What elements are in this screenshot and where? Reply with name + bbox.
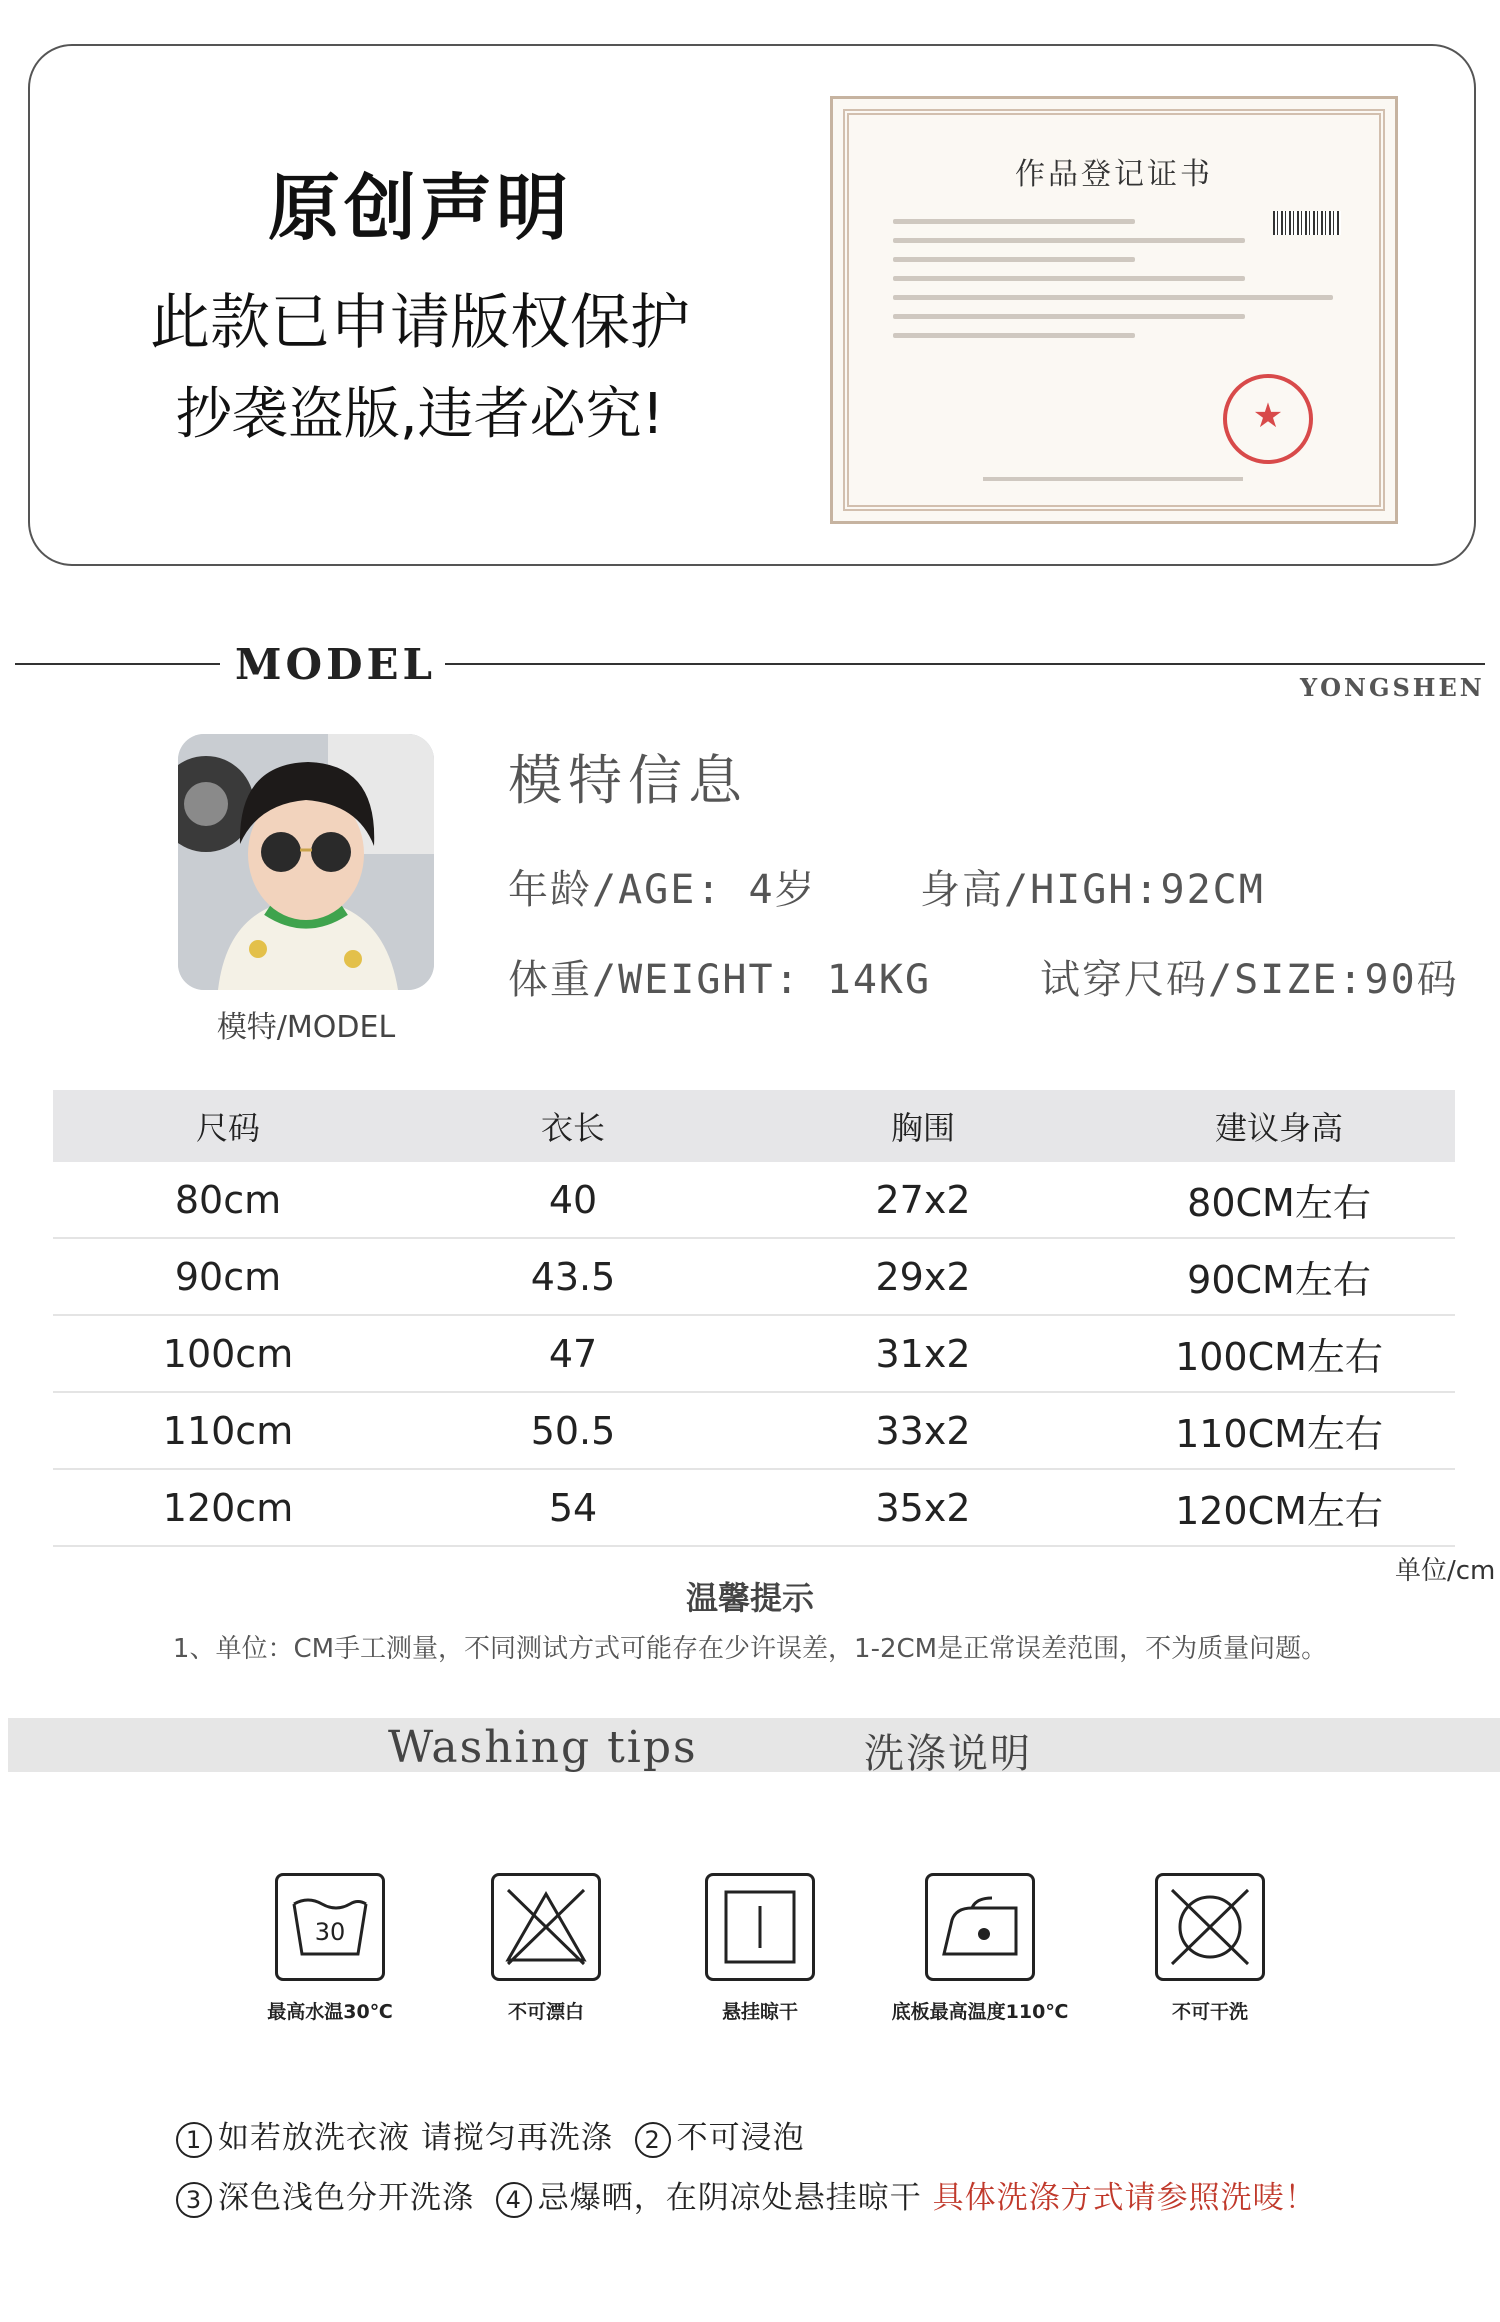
unit-label: 单位/cm bbox=[1395, 1556, 1496, 1586]
copyright-title: 原创声明 bbox=[267, 166, 572, 250]
table-cell: 110CM左右 bbox=[1103, 1392, 1455, 1469]
note-highlight: 具体洗涤方式请参照洗唛！ bbox=[932, 2180, 1317, 2216]
table-cell: 80CM左右 bbox=[1103, 1162, 1455, 1238]
table-cell: 120cm bbox=[53, 1469, 403, 1546]
table-row bbox=[53, 1162, 1455, 1238]
iron-110-label: 底板最高温度110℃ bbox=[891, 2001, 1069, 2023]
table-cell: 80cm bbox=[53, 1162, 403, 1238]
copyright-line-2: 抄袭盗版,违者必究! bbox=[175, 382, 665, 447]
washing-notes-line-1 bbox=[176, 2112, 805, 2158]
no-dry-clean-icon bbox=[1155, 1873, 1265, 1981]
note-text: 忌爆晒，在阴凉处悬挂晾干 bbox=[537, 2180, 922, 2216]
model-size: 试穿尺码/SIZE:90码 bbox=[1040, 957, 1459, 1003]
table-cell: 27x2 bbox=[743, 1162, 1103, 1238]
tips-title: 温馨提示 bbox=[685, 1579, 814, 1617]
washing-notes-line-2 bbox=[176, 2172, 1317, 2218]
washing-header-bar bbox=[8, 1718, 1500, 1772]
table-cell: 31x2 bbox=[743, 1315, 1103, 1392]
table-cell: 29x2 bbox=[743, 1238, 1103, 1315]
model-height: 身高/HIGH:92CM bbox=[920, 867, 1265, 913]
model-photo-caption: 模特/MODEL bbox=[216, 1010, 396, 1045]
header-size: 尺码 bbox=[53, 1090, 403, 1162]
table-header-row bbox=[53, 1090, 1455, 1162]
wash-30-icon bbox=[275, 1873, 385, 1981]
table-cell: 35x2 bbox=[743, 1469, 1103, 1546]
model-age: 年龄/AGE: 4岁 bbox=[508, 867, 817, 913]
wash-30-label: 最高水温30℃ bbox=[267, 2001, 393, 2023]
table-row bbox=[53, 1469, 1455, 1546]
note-text: 如若放洗衣液 请搅匀再洗涤 bbox=[218, 2120, 613, 2156]
svg-text:30: 30 bbox=[314, 1918, 346, 1946]
table-cell: 43.5 bbox=[403, 1238, 743, 1315]
header-chest: 胸围 bbox=[743, 1090, 1103, 1162]
model-weight: 体重/WEIGHT: 14KG bbox=[508, 957, 932, 1003]
table-cell: 100CM左右 bbox=[1103, 1315, 1455, 1392]
size-table bbox=[53, 1090, 1455, 1547]
table-row bbox=[53, 1392, 1455, 1469]
table-row bbox=[53, 1238, 1455, 1315]
table-cell: 120CM左右 bbox=[1103, 1469, 1455, 1546]
note-text: 不可浸泡 bbox=[676, 2120, 805, 2156]
copyright-certificate-image bbox=[830, 96, 1398, 524]
washing-title-en: Washing tips bbox=[388, 1722, 698, 1773]
table-cell: 33x2 bbox=[743, 1392, 1103, 1469]
hang-dry-icon bbox=[705, 1873, 815, 1981]
no-bleach-icon bbox=[491, 1873, 601, 1981]
table-cell: 90CM左右 bbox=[1103, 1238, 1455, 1315]
model-photo bbox=[178, 734, 434, 990]
divider-right bbox=[445, 663, 1485, 665]
table-cell: 50.5 bbox=[403, 1392, 743, 1469]
tips-text: 1、单位：CM手工测量，不同测试方式可能存在少许误差，1-2CM是正常误差范围，不为质量问题。 bbox=[172, 1634, 1328, 1664]
brand-name: YONGSHEN bbox=[1300, 673, 1485, 702]
hang-dry-label: 悬挂晾干 bbox=[721, 2001, 798, 2023]
no-bleach-label: 不可漂白 bbox=[507, 2001, 584, 2023]
note-number: 2 bbox=[635, 2122, 671, 2158]
washing-title-zh: 洗涤说明 bbox=[864, 1731, 1032, 1777]
table-row bbox=[53, 1315, 1455, 1392]
copyright-line-1: 此款已申请版权保护 bbox=[150, 288, 690, 358]
note-text: 深色浅色分开洗涤 bbox=[218, 2180, 474, 2216]
table-cell: 40 bbox=[403, 1162, 743, 1238]
red-seal-icon: ★ bbox=[1223, 374, 1313, 464]
note-number: 4 bbox=[496, 2182, 532, 2218]
iron-110-icon bbox=[925, 1873, 1035, 1981]
table-cell: 90cm bbox=[53, 1238, 403, 1315]
divider-left bbox=[15, 663, 220, 665]
note-number: 3 bbox=[176, 2182, 212, 2218]
table-cell: 47 bbox=[403, 1315, 743, 1392]
note-number: 1 bbox=[176, 2122, 212, 2158]
table-cell: 54 bbox=[403, 1469, 743, 1546]
table-cell: 100cm bbox=[53, 1315, 403, 1392]
header-height: 建议身高 bbox=[1103, 1090, 1455, 1162]
model-info-title: 模特信息 bbox=[508, 749, 748, 812]
certificate-text-lines bbox=[893, 219, 1333, 352]
header-length: 衣长 bbox=[403, 1090, 743, 1162]
no-dry-clean-label: 不可干洗 bbox=[1171, 2001, 1248, 2023]
certificate-title: 作品登记证书 bbox=[1015, 157, 1213, 192]
model-heading: MODEL bbox=[235, 640, 437, 689]
table-cell: 110cm bbox=[53, 1392, 403, 1469]
